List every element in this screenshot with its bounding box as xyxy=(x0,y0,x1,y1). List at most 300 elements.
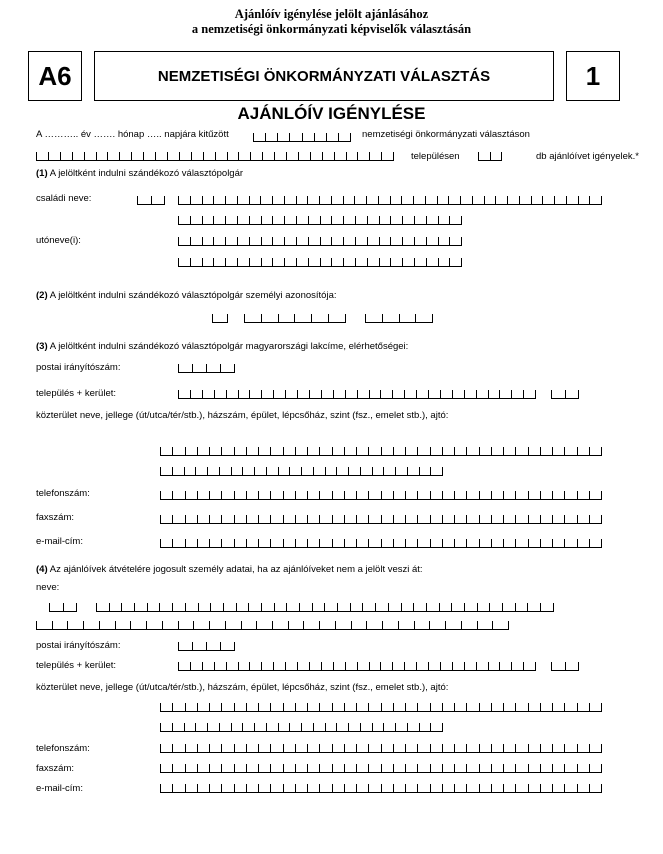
character-cell[interactable] xyxy=(529,447,541,455)
character-cell[interactable] xyxy=(259,447,271,455)
street-field-1[interactable] xyxy=(160,447,602,456)
character-cell[interactable] xyxy=(173,744,185,752)
character-cell[interactable] xyxy=(259,703,271,711)
character-cell[interactable] xyxy=(431,515,443,523)
character-cell[interactable] xyxy=(443,539,455,547)
proxy-street-field-2[interactable] xyxy=(160,723,443,732)
character-cell[interactable] xyxy=(455,784,467,792)
character-cell[interactable] xyxy=(247,784,259,792)
character-cell[interactable] xyxy=(263,152,275,160)
character-cell[interactable] xyxy=(262,258,274,266)
character-cell[interactable] xyxy=(455,491,467,499)
character-cell[interactable] xyxy=(418,764,430,772)
character-cell[interactable] xyxy=(235,491,247,499)
character-cell[interactable] xyxy=(578,491,590,499)
character-cell[interactable] xyxy=(529,784,541,792)
character-cell[interactable] xyxy=(303,133,315,141)
character-cell[interactable] xyxy=(161,764,173,772)
proxy-fax-field[interactable] xyxy=(160,764,602,773)
character-cell[interactable] xyxy=(239,390,251,398)
character-cell[interactable] xyxy=(222,515,234,523)
character-cell[interactable] xyxy=(541,764,553,772)
character-cell[interactable] xyxy=(247,447,259,455)
character-cell[interactable] xyxy=(308,539,320,547)
character-cell[interactable] xyxy=(255,723,267,731)
character-cell[interactable] xyxy=(356,237,368,245)
character-cell[interactable] xyxy=(310,662,322,670)
character-cell[interactable] xyxy=(191,196,203,204)
character-cell[interactable] xyxy=(516,491,528,499)
character-cell[interactable] xyxy=(369,515,381,523)
character-cell[interactable] xyxy=(214,258,226,266)
character-cell[interactable] xyxy=(532,196,544,204)
character-cell[interactable] xyxy=(273,237,285,245)
character-cell[interactable] xyxy=(242,621,258,629)
character-cell[interactable] xyxy=(208,723,220,731)
character-cell[interactable] xyxy=(450,258,462,266)
character-cell[interactable] xyxy=(203,662,215,670)
character-cell[interactable] xyxy=(327,133,339,141)
character-cell[interactable] xyxy=(304,621,320,629)
character-cell[interactable] xyxy=(295,314,312,322)
character-cell[interactable] xyxy=(516,744,528,752)
character-cell[interactable] xyxy=(322,390,334,398)
character-cell[interactable] xyxy=(250,662,262,670)
character-cell[interactable] xyxy=(173,515,185,523)
character-cell[interactable] xyxy=(504,491,516,499)
character-cell[interactable] xyxy=(480,784,492,792)
character-cell[interactable] xyxy=(203,390,215,398)
character-cell[interactable] xyxy=(227,662,239,670)
given-name-field-2[interactable] xyxy=(178,258,462,267)
character-cell[interactable] xyxy=(355,196,367,204)
character-cell[interactable] xyxy=(285,258,297,266)
character-cell[interactable] xyxy=(406,447,418,455)
character-cell[interactable] xyxy=(415,258,427,266)
character-cell[interactable] xyxy=(553,744,565,752)
character-cell[interactable] xyxy=(480,539,492,547)
character-cell[interactable] xyxy=(512,662,524,670)
character-cell[interactable] xyxy=(369,784,381,792)
personal-id-part-2[interactable] xyxy=(244,314,346,323)
character-cell[interactable] xyxy=(467,515,479,523)
character-cell[interactable] xyxy=(369,744,381,752)
character-cell[interactable] xyxy=(333,784,345,792)
character-cell[interactable] xyxy=(357,744,369,752)
character-cell[interactable] xyxy=(259,539,271,547)
character-cell[interactable] xyxy=(578,744,590,752)
character-cell[interactable] xyxy=(320,447,332,455)
character-cell[interactable] xyxy=(309,258,321,266)
character-cell[interactable] xyxy=(222,764,234,772)
character-cell[interactable] xyxy=(289,621,305,629)
character-cell[interactable] xyxy=(250,216,262,224)
character-cell[interactable] xyxy=(210,621,226,629)
character-cell[interactable] xyxy=(274,390,286,398)
character-cell[interactable] xyxy=(492,447,504,455)
character-cell[interactable] xyxy=(492,539,504,547)
character-cell[interactable] xyxy=(273,258,285,266)
character-cell[interactable] xyxy=(179,621,195,629)
proxy-postal-code-field[interactable] xyxy=(178,642,235,651)
character-cell[interactable] xyxy=(222,447,234,455)
character-cell[interactable] xyxy=(161,744,173,752)
character-cell[interactable] xyxy=(504,703,516,711)
character-cell[interactable] xyxy=(285,237,297,245)
character-cell[interactable] xyxy=(453,662,465,670)
character-cell[interactable] xyxy=(578,447,590,455)
character-cell[interactable] xyxy=(565,539,577,547)
character-cell[interactable] xyxy=(245,314,262,322)
district-field[interactable] xyxy=(551,390,579,399)
proxy-name-prefix-field[interactable] xyxy=(49,603,77,612)
character-cell[interactable] xyxy=(552,662,566,670)
character-cell[interactable] xyxy=(367,196,379,204)
character-cell[interactable] xyxy=(516,764,528,772)
character-cell[interactable] xyxy=(308,447,320,455)
character-cell[interactable] xyxy=(590,703,602,711)
character-cell[interactable] xyxy=(344,196,356,204)
character-cell[interactable] xyxy=(368,258,380,266)
character-cell[interactable] xyxy=(430,621,446,629)
character-cell[interactable] xyxy=(135,603,148,611)
character-cell[interactable] xyxy=(405,662,417,670)
character-cell[interactable] xyxy=(369,764,381,772)
character-cell[interactable] xyxy=(186,784,198,792)
character-cell[interactable] xyxy=(161,539,173,547)
character-cell[interactable] xyxy=(334,662,346,670)
character-cell[interactable] xyxy=(243,467,255,475)
family-name-prefix-field[interactable] xyxy=(137,196,165,205)
character-cell[interactable] xyxy=(565,491,577,499)
character-cell[interactable] xyxy=(235,539,247,547)
character-cell[interactable] xyxy=(467,447,479,455)
character-cell[interactable] xyxy=(492,764,504,772)
character-cell[interactable] xyxy=(198,515,210,523)
character-cell[interactable] xyxy=(345,539,357,547)
character-cell[interactable] xyxy=(490,603,503,611)
character-cell[interactable] xyxy=(489,390,501,398)
character-cell[interactable] xyxy=(332,237,344,245)
character-cell[interactable] xyxy=(335,152,347,160)
character-cell[interactable] xyxy=(147,621,163,629)
character-cell[interactable] xyxy=(566,390,580,398)
character-cell[interactable] xyxy=(431,703,443,711)
character-cell[interactable] xyxy=(351,603,364,611)
character-cell[interactable] xyxy=(296,703,308,711)
character-cell[interactable] xyxy=(394,539,406,547)
character-cell[interactable] xyxy=(326,723,338,731)
nationality-field[interactable] xyxy=(253,133,351,142)
character-cell[interactable] xyxy=(406,784,418,792)
character-cell[interactable] xyxy=(504,539,516,547)
character-cell[interactable] xyxy=(302,723,314,731)
character-cell[interactable] xyxy=(247,764,259,772)
personal-id-part-3[interactable] xyxy=(365,314,433,323)
character-cell[interactable] xyxy=(238,258,250,266)
character-cell[interactable] xyxy=(516,784,528,792)
character-cell[interactable] xyxy=(235,784,247,792)
character-cell[interactable] xyxy=(180,152,192,160)
character-cell[interactable] xyxy=(333,447,345,455)
character-cell[interactable] xyxy=(186,491,198,499)
character-cell[interactable] xyxy=(565,703,577,711)
character-cell[interactable] xyxy=(198,491,210,499)
character-cell[interactable] xyxy=(376,603,389,611)
character-cell[interactable] xyxy=(431,723,443,731)
character-cell[interactable] xyxy=(221,364,235,372)
character-cell[interactable] xyxy=(186,703,198,711)
character-cell[interactable] xyxy=(370,662,382,670)
character-cell[interactable] xyxy=(161,723,173,731)
character-cell[interactable] xyxy=(161,784,173,792)
character-cell[interactable] xyxy=(296,515,308,523)
character-cell[interactable] xyxy=(346,662,358,670)
character-cell[interactable] xyxy=(192,152,204,160)
character-cell[interactable] xyxy=(250,237,262,245)
character-cell[interactable] xyxy=(391,237,403,245)
character-cell[interactable] xyxy=(391,196,403,204)
character-cell[interactable] xyxy=(553,515,565,523)
character-cell[interactable] xyxy=(235,764,247,772)
character-cell[interactable] xyxy=(480,515,492,523)
character-cell[interactable] xyxy=(382,703,394,711)
character-cell[interactable] xyxy=(485,196,497,204)
character-cell[interactable] xyxy=(333,703,345,711)
character-cell[interactable] xyxy=(333,764,345,772)
character-cell[interactable] xyxy=(198,764,210,772)
character-cell[interactable] xyxy=(400,314,417,322)
character-cell[interactable] xyxy=(261,196,273,204)
character-cell[interactable] xyxy=(326,467,338,475)
character-cell[interactable] xyxy=(271,515,283,523)
character-cell[interactable] xyxy=(443,703,455,711)
character-cell[interactable] xyxy=(383,621,399,629)
character-cell[interactable] xyxy=(64,603,78,611)
character-cell[interactable] xyxy=(239,662,251,670)
character-cell[interactable] xyxy=(100,621,116,629)
character-cell[interactable] xyxy=(382,152,394,160)
character-cell[interactable] xyxy=(310,390,322,398)
character-cell[interactable] xyxy=(504,784,516,792)
character-cell[interactable] xyxy=(565,784,577,792)
character-cell[interactable] xyxy=(297,216,309,224)
character-cell[interactable] xyxy=(455,744,467,752)
character-cell[interactable] xyxy=(297,258,309,266)
character-cell[interactable] xyxy=(453,390,465,398)
character-cell[interactable] xyxy=(455,703,467,711)
character-cell[interactable] xyxy=(503,603,516,611)
character-cell[interactable] xyxy=(53,621,69,629)
character-cell[interactable] xyxy=(389,603,402,611)
character-cell[interactable] xyxy=(443,447,455,455)
character-cell[interactable] xyxy=(211,603,224,611)
personal-id-part-1[interactable] xyxy=(212,314,228,323)
character-cell[interactable] xyxy=(273,621,289,629)
character-cell[interactable] xyxy=(179,258,191,266)
character-cell[interactable] xyxy=(529,515,541,523)
character-cell[interactable] xyxy=(512,390,524,398)
character-cell[interactable] xyxy=(210,744,222,752)
character-cell[interactable] xyxy=(203,216,215,224)
character-cell[interactable] xyxy=(161,703,173,711)
character-cell[interactable] xyxy=(565,447,577,455)
character-cell[interactable] xyxy=(259,515,271,523)
character-cell[interactable] xyxy=(337,723,349,731)
character-cell[interactable] xyxy=(199,603,212,611)
character-cell[interactable] xyxy=(578,539,590,547)
character-cell[interactable] xyxy=(185,723,197,731)
character-cell[interactable] xyxy=(320,515,332,523)
character-cell[interactable] xyxy=(478,603,491,611)
character-cell[interactable] xyxy=(477,662,489,670)
character-cell[interactable] xyxy=(250,390,262,398)
character-cell[interactable] xyxy=(357,515,369,523)
character-cell[interactable] xyxy=(216,152,228,160)
character-cell[interactable] xyxy=(108,152,120,160)
character-cell[interactable] xyxy=(369,491,381,499)
character-cell[interactable] xyxy=(173,764,185,772)
character-cell[interactable] xyxy=(309,216,321,224)
character-cell[interactable] xyxy=(382,764,394,772)
character-cell[interactable] xyxy=(173,447,185,455)
character-cell[interactable] xyxy=(366,314,383,322)
character-cell[interactable] xyxy=(345,764,357,772)
character-cell[interactable] xyxy=(284,539,296,547)
character-cell[interactable] xyxy=(286,390,298,398)
character-cell[interactable] xyxy=(590,515,602,523)
character-cell[interactable] xyxy=(222,539,234,547)
character-cell[interactable] xyxy=(357,703,369,711)
character-cell[interactable] xyxy=(193,364,207,372)
character-cell[interactable] xyxy=(500,390,512,398)
character-cell[interactable] xyxy=(224,603,237,611)
character-cell[interactable] xyxy=(566,662,580,670)
character-cell[interactable] xyxy=(267,723,279,731)
character-cell[interactable] xyxy=(465,603,478,611)
character-cell[interactable] xyxy=(226,258,238,266)
character-cell[interactable] xyxy=(394,764,406,772)
character-cell[interactable] xyxy=(344,237,356,245)
character-cell[interactable] xyxy=(320,703,332,711)
character-cell[interactable] xyxy=(382,491,394,499)
character-cell[interactable] xyxy=(110,603,123,611)
character-cell[interactable] xyxy=(273,196,285,204)
character-cell[interactable] xyxy=(443,764,455,772)
character-cell[interactable] xyxy=(441,662,453,670)
character-cell[interactable] xyxy=(455,764,467,772)
proxy-settlement-field[interactable] xyxy=(178,662,536,671)
character-cell[interactable] xyxy=(394,784,406,792)
character-cell[interactable] xyxy=(553,764,565,772)
character-cell[interactable] xyxy=(357,764,369,772)
character-cell[interactable] xyxy=(358,662,370,670)
character-cell[interactable] xyxy=(84,621,100,629)
character-cell[interactable] xyxy=(368,216,380,224)
character-cell[interactable] xyxy=(333,744,345,752)
character-cell[interactable] xyxy=(226,237,238,245)
character-cell[interactable] xyxy=(179,364,193,372)
character-cell[interactable] xyxy=(308,515,320,523)
character-cell[interactable] xyxy=(266,133,278,141)
phone-field[interactable] xyxy=(160,491,602,500)
character-cell[interactable] xyxy=(406,764,418,772)
character-cell[interactable] xyxy=(186,447,198,455)
character-cell[interactable] xyxy=(467,764,479,772)
character-cell[interactable] xyxy=(173,467,185,475)
character-cell[interactable] xyxy=(239,152,251,160)
character-cell[interactable] xyxy=(406,539,418,547)
character-cell[interactable] xyxy=(465,662,477,670)
character-cell[interactable] xyxy=(320,491,332,499)
character-cell[interactable] xyxy=(381,390,393,398)
character-cell[interactable] xyxy=(210,539,222,547)
character-cell[interactable] xyxy=(541,491,553,499)
character-cell[interactable] xyxy=(382,447,394,455)
postal-code-field[interactable] xyxy=(178,364,235,373)
character-cell[interactable] xyxy=(210,703,222,711)
character-cell[interactable] xyxy=(97,152,109,160)
character-cell[interactable] xyxy=(443,784,455,792)
character-cell[interactable] xyxy=(427,603,440,611)
character-cell[interactable] xyxy=(271,703,283,711)
character-cell[interactable] xyxy=(553,703,565,711)
character-cell[interactable] xyxy=(394,515,406,523)
sheet-count-field[interactable] xyxy=(478,152,502,161)
character-cell[interactable] xyxy=(173,539,185,547)
proxy-phone-field[interactable] xyxy=(160,744,602,753)
character-cell[interactable] xyxy=(297,196,309,204)
character-cell[interactable] xyxy=(541,447,553,455)
character-cell[interactable] xyxy=(361,723,373,731)
character-cell[interactable] xyxy=(179,642,193,650)
character-cell[interactable] xyxy=(302,467,314,475)
character-cell[interactable] xyxy=(210,515,222,523)
character-cell[interactable] xyxy=(287,152,299,160)
character-cell[interactable] xyxy=(414,603,427,611)
character-cell[interactable] xyxy=(431,539,443,547)
character-cell[interactable] xyxy=(290,723,302,731)
character-cell[interactable] xyxy=(529,539,541,547)
character-cell[interactable] xyxy=(196,467,208,475)
character-cell[interactable] xyxy=(368,237,380,245)
character-cell[interactable] xyxy=(220,723,232,731)
character-cell[interactable] xyxy=(37,621,53,629)
character-cell[interactable] xyxy=(226,216,238,224)
character-cell[interactable] xyxy=(322,662,334,670)
character-cell[interactable] xyxy=(373,467,385,475)
character-cell[interactable] xyxy=(287,603,300,611)
character-cell[interactable] xyxy=(408,467,420,475)
character-cell[interactable] xyxy=(186,603,199,611)
character-cell[interactable] xyxy=(198,784,210,792)
character-cell[interactable] xyxy=(237,603,250,611)
character-cell[interactable] xyxy=(334,390,346,398)
character-cell[interactable] xyxy=(516,515,528,523)
character-cell[interactable] xyxy=(553,539,565,547)
character-cell[interactable] xyxy=(565,744,577,752)
character-cell[interactable] xyxy=(492,703,504,711)
character-cell[interactable] xyxy=(504,515,516,523)
character-cell[interactable] xyxy=(314,723,326,731)
character-cell[interactable] xyxy=(418,784,430,792)
character-cell[interactable] xyxy=(284,703,296,711)
character-cell[interactable] xyxy=(207,364,221,372)
character-cell[interactable] xyxy=(122,603,135,611)
character-cell[interactable] xyxy=(480,764,492,772)
character-cell[interactable] xyxy=(194,621,210,629)
character-cell[interactable] xyxy=(420,723,432,731)
